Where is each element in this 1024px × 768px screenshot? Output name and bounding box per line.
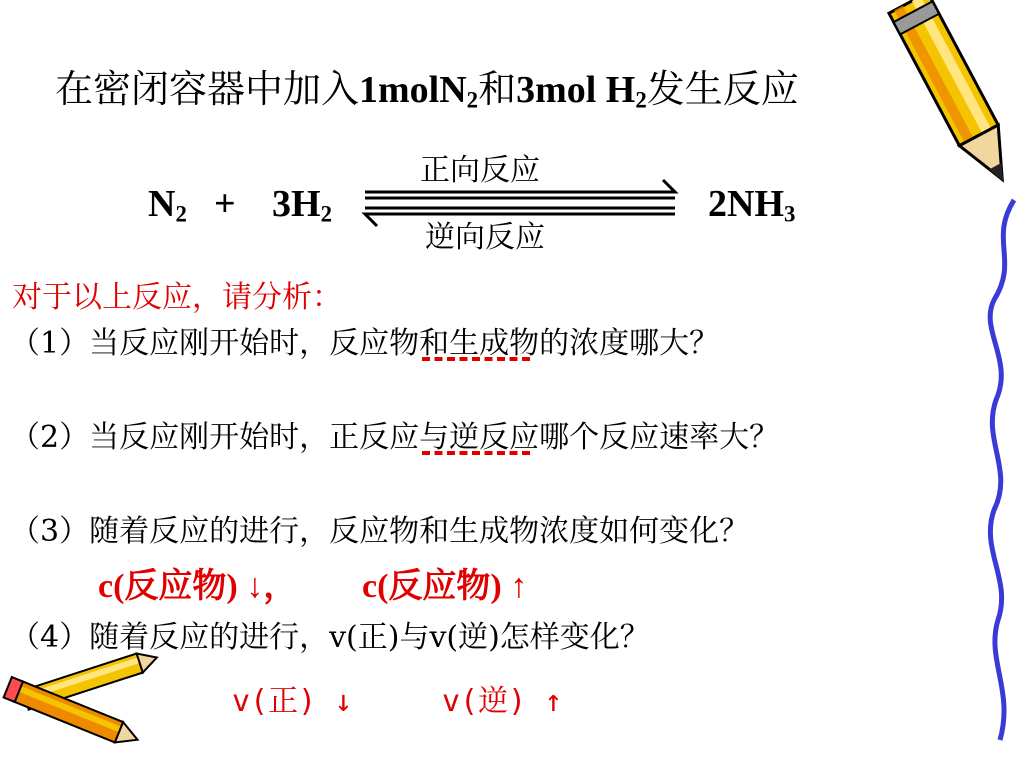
pencils-bundle-icon [0, 650, 170, 760]
analysis-prompt: 对于以上反应，请分析： [12, 280, 342, 315]
question-4: （4）随着反应的进行，v(正)与v(逆)怎样变化？ [10, 620, 650, 655]
equation-plus: + [214, 183, 236, 225]
equation-reactant-h2: $3H_2$ [272, 183, 332, 227]
answer-4-forward-rate: v(正) ↓ [232, 684, 353, 719]
q2-dashed-underline [422, 451, 530, 455]
pencil-icon [900, 0, 1020, 200]
question-2: （2）当反应刚开始时，正反应与逆反应哪个反应速率大？ [10, 420, 780, 455]
question-3: （3）随着反应的进行，反应物和生成物浓度如何变化？ [10, 514, 750, 549]
equation-product-nh3: $2NH_3$ [708, 183, 796, 227]
forward-reaction-label: 正向反应 [420, 153, 540, 188]
reverse-reaction-label: 逆向反应 [425, 220, 545, 255]
slide-title: 在密闭容器中加入1molN$_2$和3mol $H_2$发生反应 [55, 67, 799, 113]
equation-reactant-n2: $N_2$ [148, 183, 187, 227]
spiral-binding-icon [984, 200, 1024, 760]
q1-dashed-underline [422, 357, 530, 361]
answer-3-product: c(反应物) ↑ [362, 568, 528, 605]
question-1: （1）当反应刚开始时，反应物和生成物的浓度哪大？ [10, 326, 720, 361]
answer-3-reactant: c(反应物) ↓， [98, 568, 298, 605]
answer-4-reverse-rate: v(逆) ↑ [442, 684, 563, 719]
